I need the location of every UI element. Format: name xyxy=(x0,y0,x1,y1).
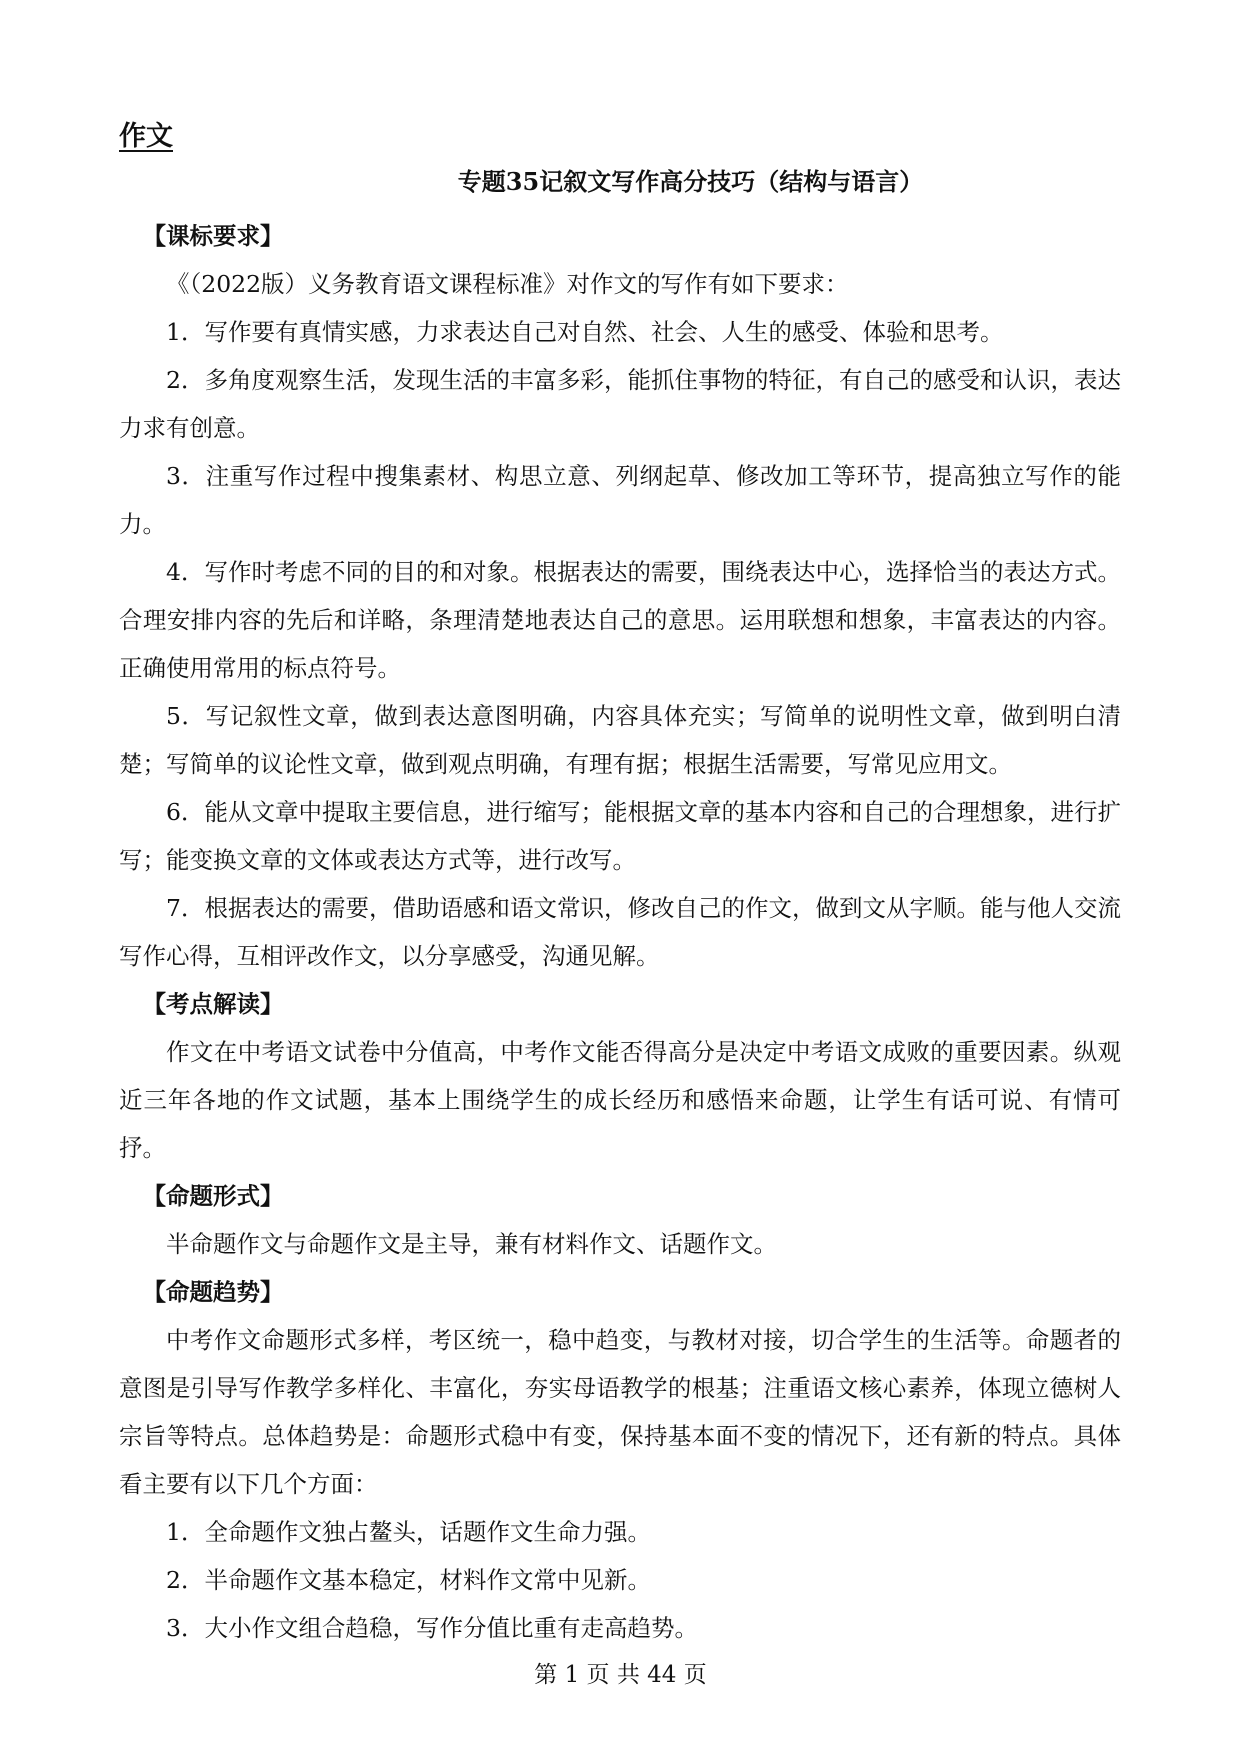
paragraph: 2．半命题作文基本稳定，材料作文常中见新。 xyxy=(166,1566,651,1594)
paragraph: 中考作文命题形式多样，考区统一，稳中趋变，与教材对接，切合学生的生活等。命题者的意图是引导写作教学多样化、丰富化，夯实母语教学的根基；注重语文核心素养，体现立德树人宗旨等特点。总体趋势是：命题形式稳中有变，保持基本面不变的情况下，还有新的特点。具体看主要有以下几个方面： xyxy=(119,1326,1121,1498)
section-heading: 【命题形式】 xyxy=(142,1182,284,1210)
paragraph: 3．注重写作过程中搜集素材、构思立意、列纲起草、修改加工等环节，提高独立写作的能力。 xyxy=(119,462,1121,538)
page-footer: 第 1 页 共 44 页 xyxy=(534,1662,707,1688)
paragraph: 6．能从文章中提取主要信息，进行缩写；能根据文章的基本内容和自己的合理想象，进行扩写；能变换文章的文体或表达方式等，进行改写。 xyxy=(119,798,1121,874)
paragraph: 1．写作要有真情实感，力求表达自己对自然、社会、人生的感受、体验和思考。 xyxy=(166,318,1004,346)
section-heading: 【命题趋势】 xyxy=(142,1278,284,1306)
paragraph: 半命题作文与命题作文是主导，兼有材料作文、话题作文。 xyxy=(166,1230,777,1258)
paragraph: 2．多角度观察生活，发现生活的丰富多彩，能抓住事物的特征，有自己的感受和认识，表达力求有创意。 xyxy=(119,366,1121,442)
paragraph: 《（2022版）义务教育语文课程标准》对作文的写作有如下要求： xyxy=(166,270,849,298)
paragraph: 5．写记叙性文章，做到表达意图明确，内容具体充实；写简单的说明性文章，做到明白清楚；写简单的议论性文章，做到观点明确，有理有据；根据生活需要，写常见应用文。 xyxy=(119,702,1121,778)
category-label: 作文 xyxy=(119,121,173,152)
paragraph: 4．写作时考虑不同的目的和对象。根据表达的需要，围绕表达中心，选择恰当的表达方式。合理安排内容的先后和详略，条理清楚地表达自己的意思。运用联想和想象，丰富表达的内容。正确使用常用的标点符号。 xyxy=(119,558,1121,682)
page-title: 专题35记叙文写作高分技巧（结构与语言） xyxy=(457,167,924,196)
section-heading: 【考点解读】 xyxy=(142,990,284,1018)
paragraph: 作文在中考语文试卷中分值高，中考作文能否得高分是决定中考语文成败的重要因素。纵观近三年各地的作文试题，基本上围绕学生的成长经历和感悟来命题，让学生有话可说、有情可抒。 xyxy=(119,1038,1121,1162)
paragraph: 7．根据表达的需要，借助语感和语文常识，修改自己的作文，做到文从字顺。能与他人交流写作心得，互相评改作文，以分享感受，沟通见解。 xyxy=(119,894,1121,970)
paragraph: 3．大小作文组合趋稳，写作分值比重有走高趋势。 xyxy=(166,1614,698,1642)
section-heading: 【课标要求】 xyxy=(142,222,284,250)
paragraph: 1．全命题作文独占鳌头，话题作文生命力强。 xyxy=(166,1518,651,1546)
document-body xyxy=(119,212,1121,1652)
